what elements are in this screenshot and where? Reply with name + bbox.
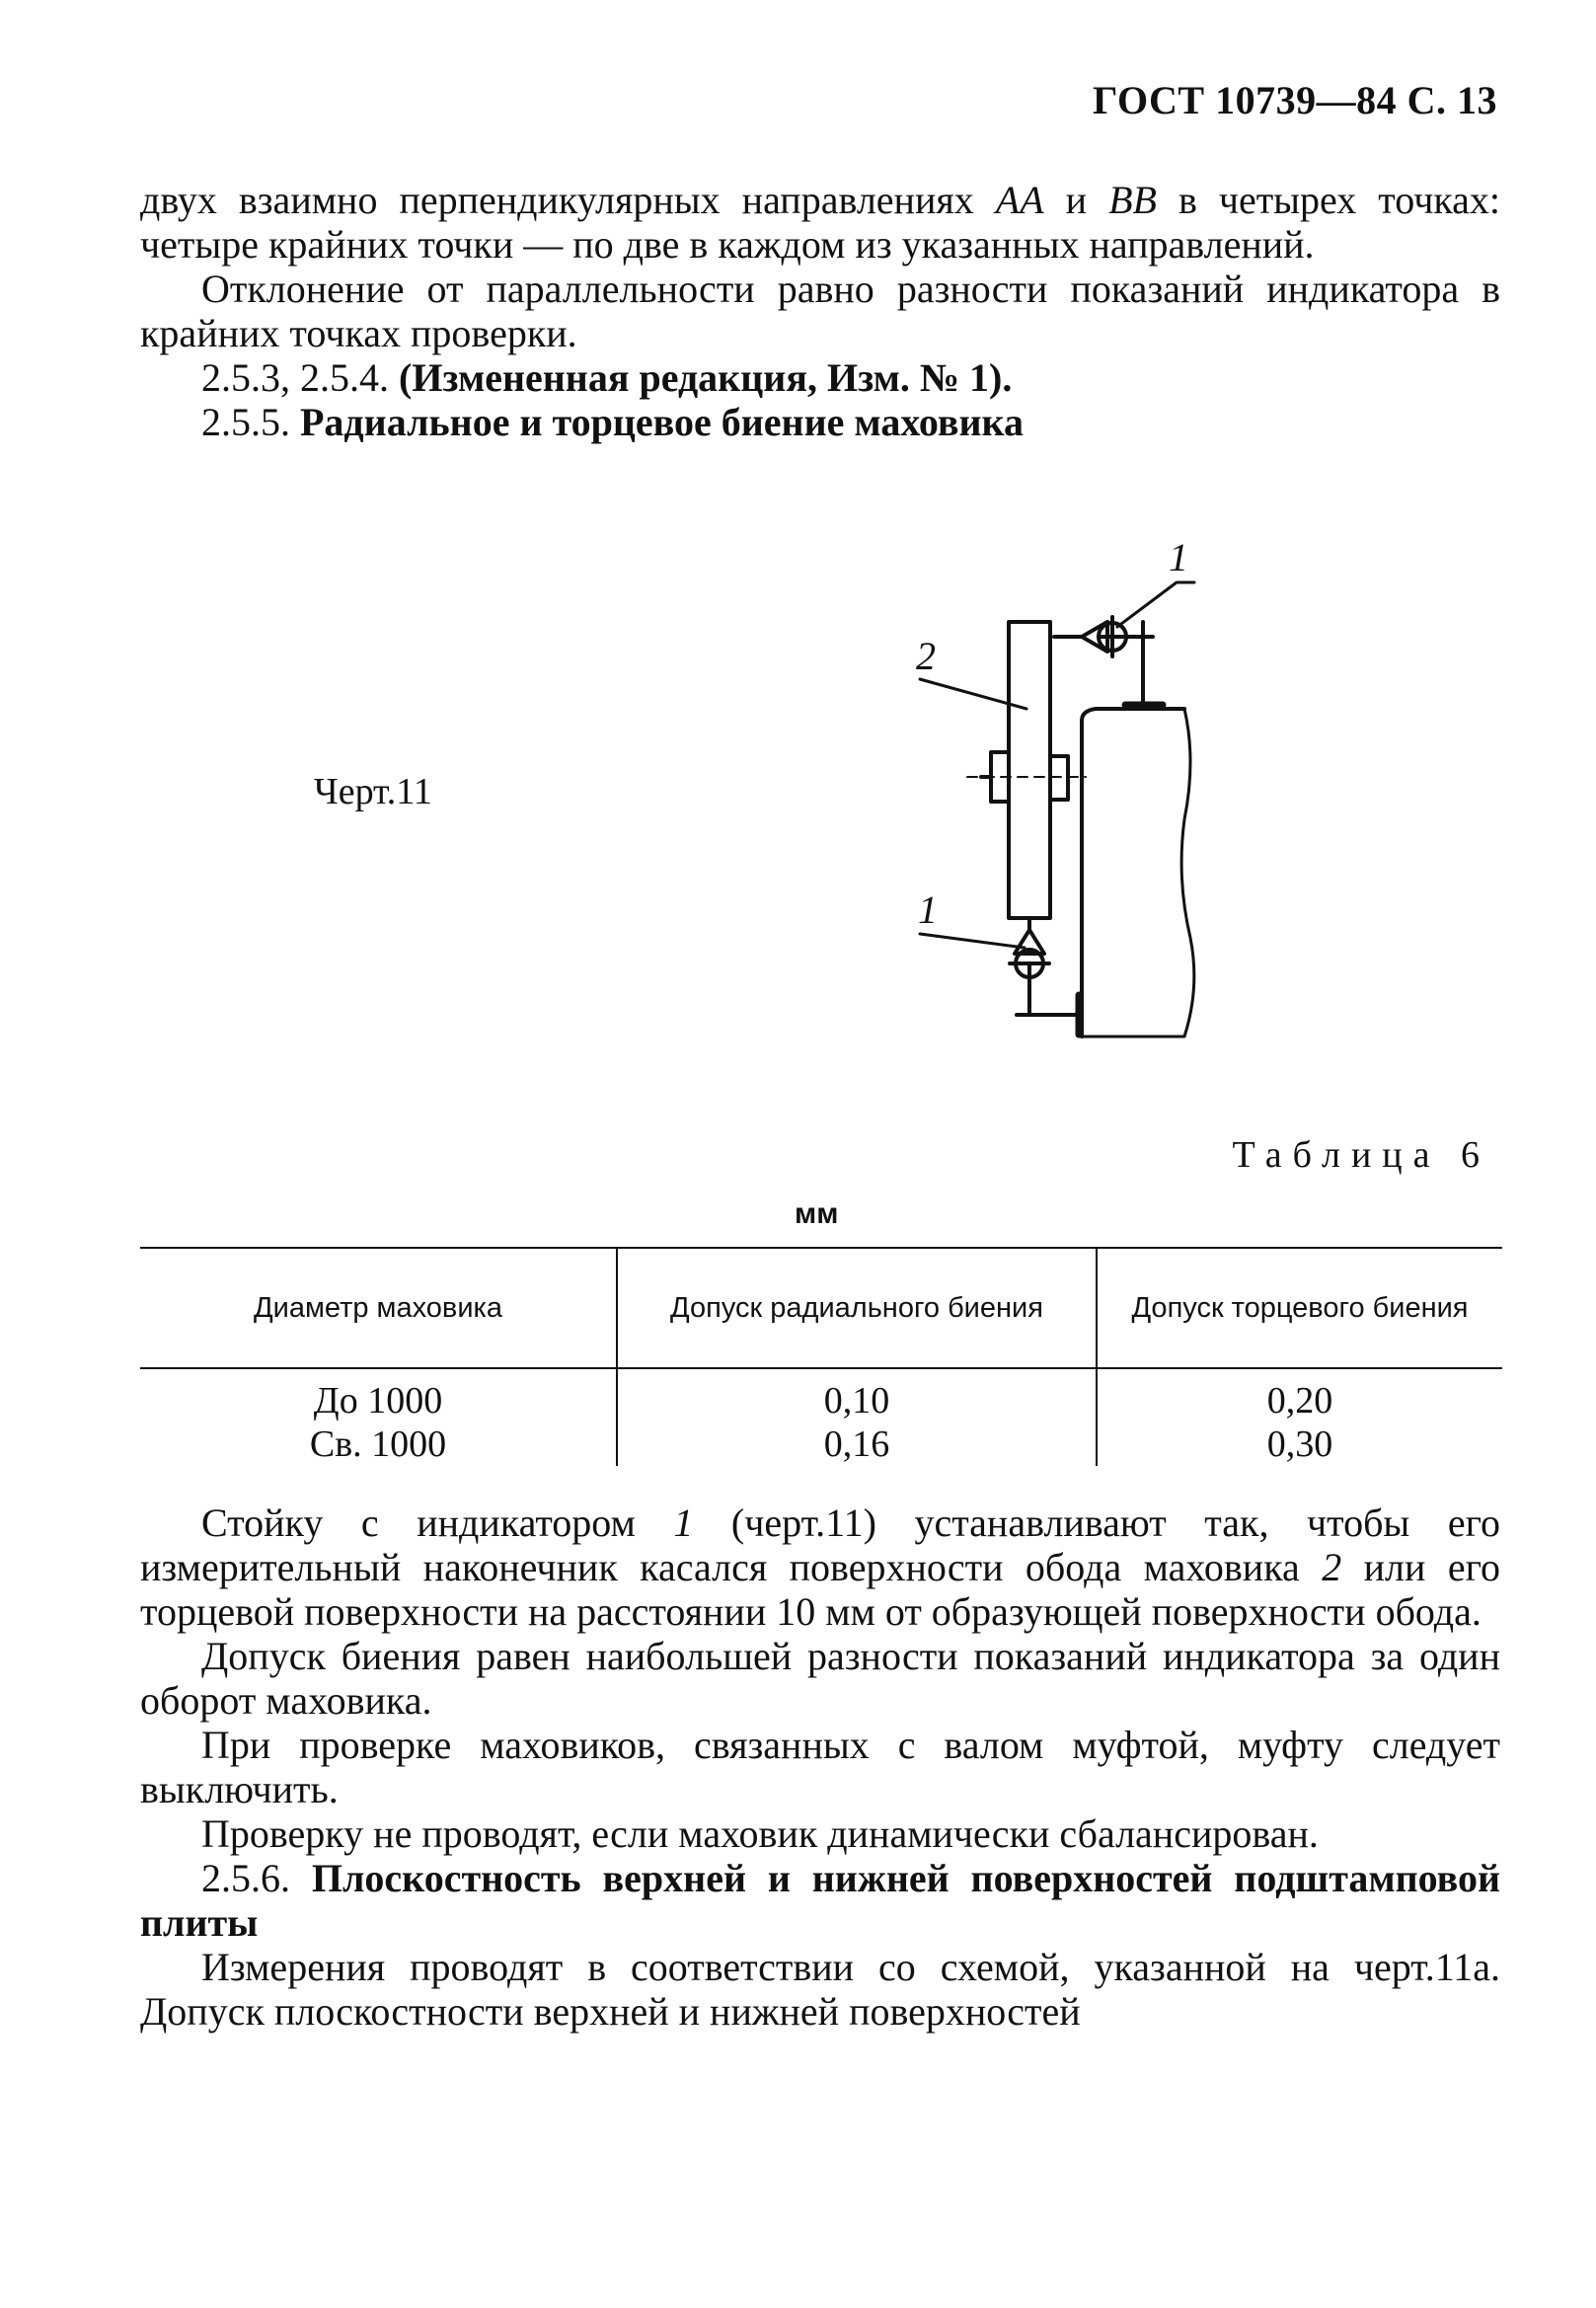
text: двух взаимно перпендикулярных направлениях <box>140 178 996 222</box>
lower-text-block <box>140 1500 1500 2034</box>
flywheel-drawing <box>888 523 1224 1096</box>
flywheel-rim <box>1009 622 1050 918</box>
tolerance-table <box>140 1247 1502 1466</box>
text: в четырех точках: четыре крайних точки — по две в каждом из указанных направлений. <box>140 178 1501 267</box>
clause-heading: Плоскостность верхней и нижней поверхностей подштамповой плиты <box>140 1856 1500 1945</box>
clause-number: 2.5.6. <box>201 1856 290 1900</box>
figure-label: Черт.11 <box>314 771 432 812</box>
ref-flywheel: 2 <box>1322 1545 1342 1589</box>
cell-radial: 0,10 <box>617 1368 1097 1423</box>
frame-break-line <box>1082 709 1194 1037</box>
callout-1-bottom: 1 <box>918 887 938 932</box>
upper-text-block <box>140 178 1500 444</box>
direction-aa: АА <box>995 178 1044 222</box>
header-diameter: Диаметр маховика <box>140 1248 617 1368</box>
paragraph-coupling: При проверке маховиков, связанных с валом муфтой, муфту следует выключить. <box>140 1723 1500 1811</box>
table-title: Таблица 6 <box>1232 1134 1490 1176</box>
text: Стойку с индикатором <box>201 1500 674 1545</box>
leader-1-bottom <box>920 934 1025 948</box>
leader-1-top <box>1117 582 1194 627</box>
frame-contour <box>1082 709 1184 1037</box>
clause-heading: Радиальное и торцевое биение маховика <box>300 400 1024 444</box>
paragraph-runout: Допуск биения равен наибольшей разности показаний индикатора за один оборот маховика. <box>140 1634 1500 1723</box>
paragraph-directions <box>140 178 1500 267</box>
cell-diameter: До 1000 <box>140 1368 617 1423</box>
clause-number: 2.5.5. <box>201 400 290 444</box>
table-row <box>140 1423 1502 1466</box>
cell-diameter: Св. 1000 <box>140 1423 617 1466</box>
table-header-row <box>140 1248 1502 1368</box>
paragraph-2-5-3 <box>140 355 1500 400</box>
cell-axial: 0,30 <box>1266 1423 1333 1465</box>
ref-indicator: 1 <box>673 1500 694 1545</box>
header-radial: Допуск радиального биения <box>617 1248 1097 1368</box>
callout-2: 2 <box>916 634 936 678</box>
clause-number: 2.5.3, 2.5.4. <box>201 355 389 400</box>
paragraph-parallelism: Отклонение от параллельности равно разности показаний индикатора в крайних точках проверки. <box>140 267 1500 355</box>
text: и <box>1043 178 1109 222</box>
direction-bb: ВВ <box>1108 178 1157 222</box>
cell-radial: 0,16 <box>617 1423 1097 1466</box>
paragraph-2-5-5 <box>140 400 1500 444</box>
amendment-note: (Измененная редакция, Изм. № 1). <box>399 355 1013 400</box>
paragraph-balanced: Проверку не проводят, если маховик динамически сбалансирован. <box>201 1811 1319 1856</box>
table-row <box>140 1368 1502 1423</box>
header-axial: Допуск торцевого биения <box>1097 1248 1502 1368</box>
text: (черт.11) устанавливают так, чтобы его измерительный наконечник касался поверхности обода маховика <box>140 1500 1500 1589</box>
page-header: ГОСТ 10739—84 С. 13 <box>1092 78 1497 122</box>
table-unit: мм <box>795 1197 839 1230</box>
text: или его торцевой поверхности на расстоянии 10 мм от образующей поверхности обода. <box>140 1545 1500 1634</box>
paragraph-measurement: Измерения проводят в соответствии со схемой, указанной на черт.11а. Допуск плоскостности верхней и нижней поверхностей <box>140 1945 1500 2034</box>
cell-axial: 0,20 <box>1266 1380 1333 1422</box>
paragraph-stand <box>140 1500 1500 1634</box>
callout-1-top: 1 <box>1169 535 1188 579</box>
paragraph-2-5-6 <box>140 1856 1500 1945</box>
